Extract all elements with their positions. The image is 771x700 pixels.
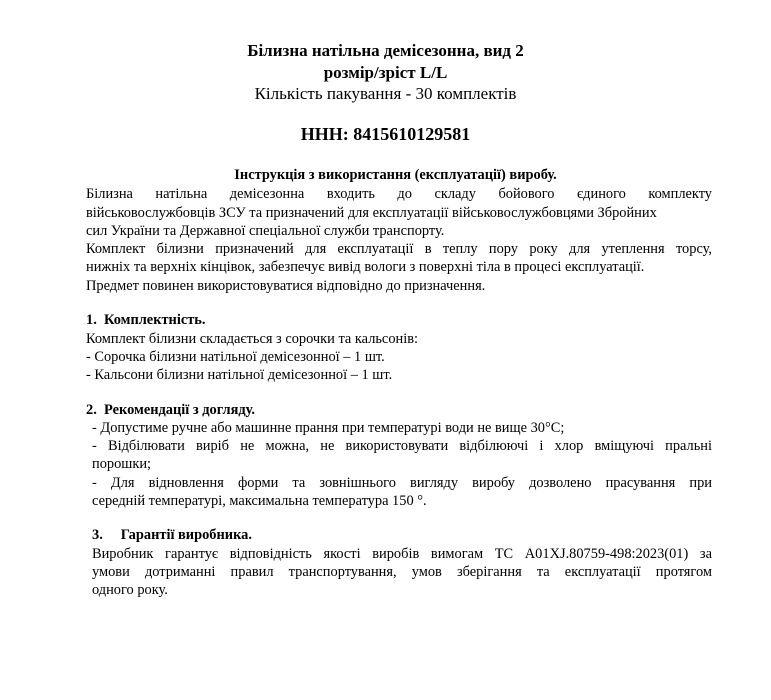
- section1-item2: - Кальсони білизни натільної демісезонної – 1 шт.: [86, 367, 393, 383]
- section1-item1: - Сорочка білизни натільної демісезонної – 1 шт.: [86, 349, 385, 365]
- product-title: Білизна натільна демісезонна, вид 2: [247, 41, 524, 60]
- section2-line5: середній температурі, максимальна температура 150 °.: [92, 493, 427, 509]
- nsn-number: ННН: 8415610129581: [300, 124, 471, 144]
- product-size: розмір/зріст L/L: [323, 63, 448, 82]
- section1-intro: Комплект білизни складається з сорочки та кальсонів:: [86, 331, 419, 347]
- section3-title: Гарантії виробника.: [120, 527, 252, 543]
- section1-title: Комплектність.: [104, 312, 206, 328]
- section1-heading: [86, 312, 206, 329]
- instruction-p1-line2: військовослужбовців ЗСУ та призначений для експлуатації військовослужбовцями Збройних: [86, 205, 657, 221]
- section1-number: 1.: [86, 312, 97, 328]
- instruction-title: Інструкція з використання (експлуатації) виробу.: [234, 167, 557, 183]
- instruction-p2-line1: Комплект білизни призначений для експлуатації в теплу пору року для утеплення торсу,: [86, 241, 712, 257]
- section3-line1: Виробник гарантує відповідність якості виробів вимогам ТС А01XJ.80759-498:2023(01) за: [92, 546, 712, 562]
- instruction-p1-line3: сил України та Державної спеціальної служби транспорту.: [86, 223, 445, 239]
- instruction-p3-line1: Предмет повинен використовуватися відповідно до призначення.: [86, 278, 486, 294]
- section2-heading: [86, 402, 255, 419]
- section2-line3: порошки;: [92, 456, 152, 472]
- section3-heading: [92, 527, 252, 544]
- section2-number: 2.: [86, 402, 97, 418]
- section2-line2: - Відбілювати виріб не можна, не використовувати відбілюючі і хлор вміщуючі пральні: [92, 438, 712, 454]
- section3-line3: одного року.: [92, 582, 168, 598]
- package-quantity: Кількість пакування - 30 комплектів: [254, 84, 517, 103]
- section3-line2: умови дотриманні правил транспортування, умов зберігання та експлуатації протягом: [92, 564, 712, 580]
- section2-line1: - Допустиме ручне або машинне прання при температурі води не вище 30°С;: [92, 420, 565, 436]
- section2-title: Рекомендації з догляду.: [104, 402, 256, 418]
- instruction-p1-line1: Білизна натільна демісезонна входить до складу бойового єдиного комплекту: [86, 186, 712, 202]
- section2-line4: - Для відновлення форми та зовнішнього вигляду виробу дозволено прасування при: [92, 475, 712, 491]
- section3-number: 3.: [92, 527, 103, 543]
- instruction-p2-line2: нижніх та верхніх кінцівок, забезпечує вивід вологи з поверхні тіла в процесі експлуатації.: [86, 259, 645, 275]
